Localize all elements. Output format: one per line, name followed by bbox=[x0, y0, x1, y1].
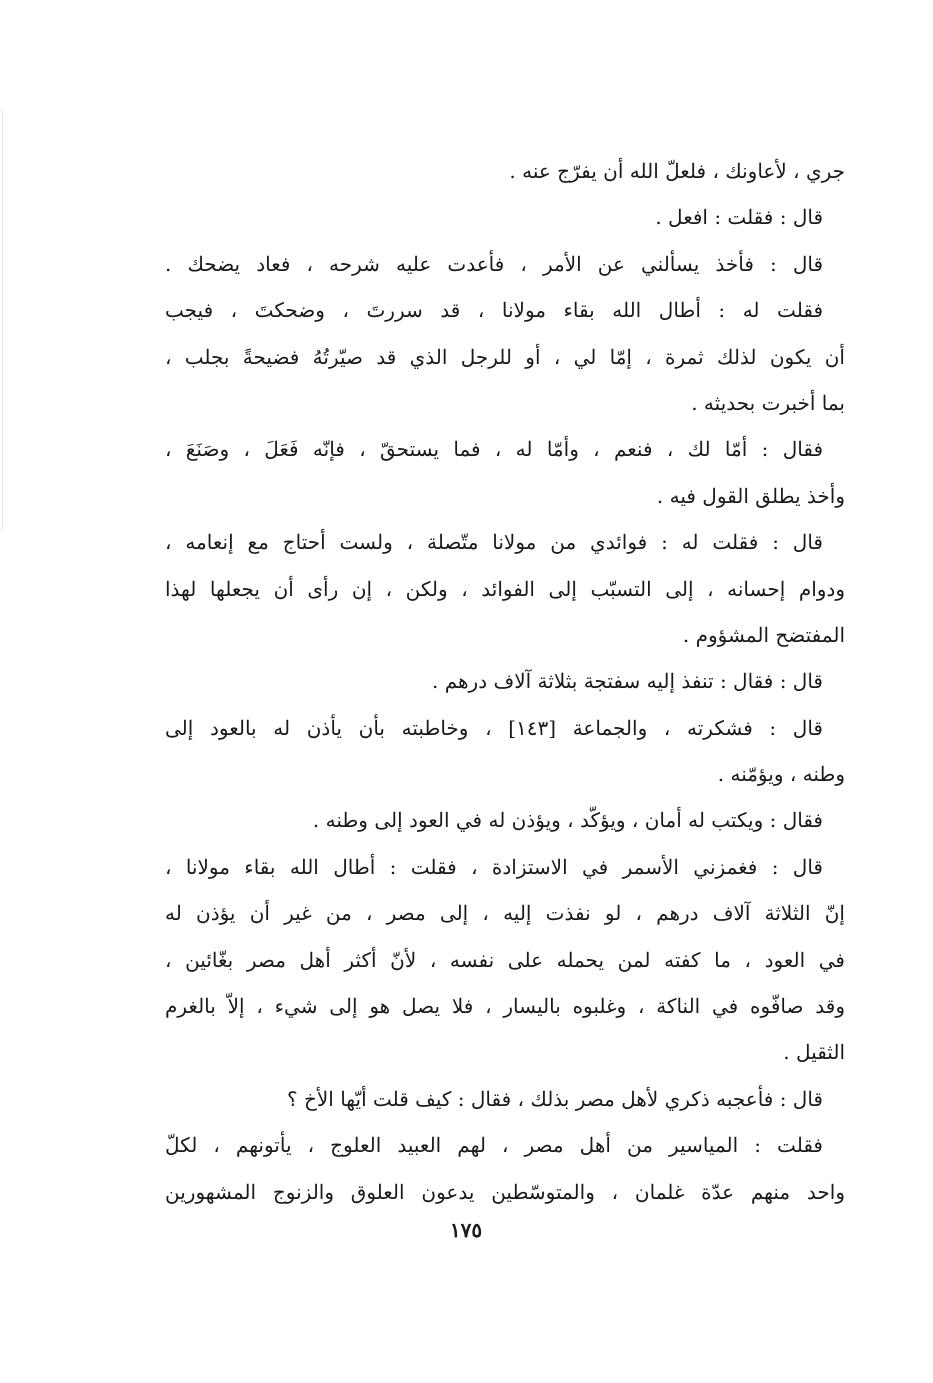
text-line: واحد منهم عدّة غلمان ، والمتوسّطين يدعون العلوق والزنوج المشهورين bbox=[165, 1179, 845, 1204]
text-line: في العود ، ما كفته لمن يحمله على نفسه ، لأنّ أكثر أهل مصر بغّائين ، bbox=[165, 947, 845, 972]
text-line: قال : فغمزني الأسمر في الاستزادة ، فقلت : أطال الله بقاء مولانا ، bbox=[165, 854, 823, 879]
text-line: إنّ الثلاثة آلاف درهم ، لو نفذت إليه ، إلى مصر ، من غير أن يؤذن له bbox=[165, 901, 845, 926]
text-line: فقال : ويكتب له أمان ، ويؤكّد ، ويؤذن له في العود إلى وطنه . bbox=[312, 808, 823, 833]
text-line: قال : فأعجبه ذكري لأهل مصر بذلك ، فقال : كيف قلت أيّها الأخ ؟ bbox=[286, 1086, 823, 1111]
page-number: ١٧٥ bbox=[449, 1218, 483, 1242]
text-line: قال : فأخذ يسألني عن الأمر ، فأعدت عليه شرحه ، فعاد يضحك . bbox=[165, 251, 823, 276]
text-line: قال : فشكرته ، والجماعة [١٤٣] ، وخاطبته بأن يأذن له بالعود إلى bbox=[165, 715, 823, 740]
page-edge-shadow bbox=[2, 110, 3, 530]
text-line: ودوام إحسانه ، إلى التسبّب إلى الفوائد ، ولكن ، إن رأى أن يجعلها لهذا bbox=[165, 576, 845, 601]
text-line: فقال : أمّا لك ، فنعم ، وأمّا له ، فما يستحقّ ، فإنّه فَعَلَ ، وصَنَعَ ، bbox=[165, 437, 823, 462]
text-line: وطنه ، ويؤمّنه . bbox=[717, 762, 845, 787]
text-line: وقد صافّوه في الناكة ، وغلبوه باليسار ، فلا يصل هو إلى شيء ، إلاّ بالغرم bbox=[165, 994, 845, 1019]
text-line: قال : فقال : تنفذ إليه سفتجة بثلاثة آلاف درهم . bbox=[431, 669, 823, 694]
text-line: فقلت : المياسير من أهل مصر ، لهم العبيد العلوج ، يأتونهم ، لكلّ bbox=[165, 1133, 823, 1158]
text-line: فقلت له : أطال الله بقاء مولانا ، قد سررتَ ، وضحكتَ ، فيجب bbox=[165, 298, 823, 323]
text-line: وأخذ يطلق القول فيه . bbox=[656, 483, 845, 508]
body-text bbox=[165, 148, 845, 1215]
text-line: قال : فقلت : افعل . bbox=[655, 205, 823, 230]
text-line: المفتضح المشؤوم . bbox=[682, 622, 845, 647]
text-line: أن يكون لذلك ثمرة ، إمّا لي ، أو للرجل الذي قد صيّرتُهُ فضيحةً بجلب ، bbox=[165, 344, 845, 369]
text-line: جري ، لأعاونك ، فلعلّ الله أن يفرّج عنه . bbox=[509, 159, 845, 183]
text-line: بما أخبرت بحديثه . bbox=[691, 390, 845, 415]
text-line: الثقيل . bbox=[783, 1040, 845, 1065]
text-line: قال : فقلت له : فوائدي من مولانا متّصلة ، ولست أحتاج مع إنعامه ، bbox=[165, 530, 823, 555]
